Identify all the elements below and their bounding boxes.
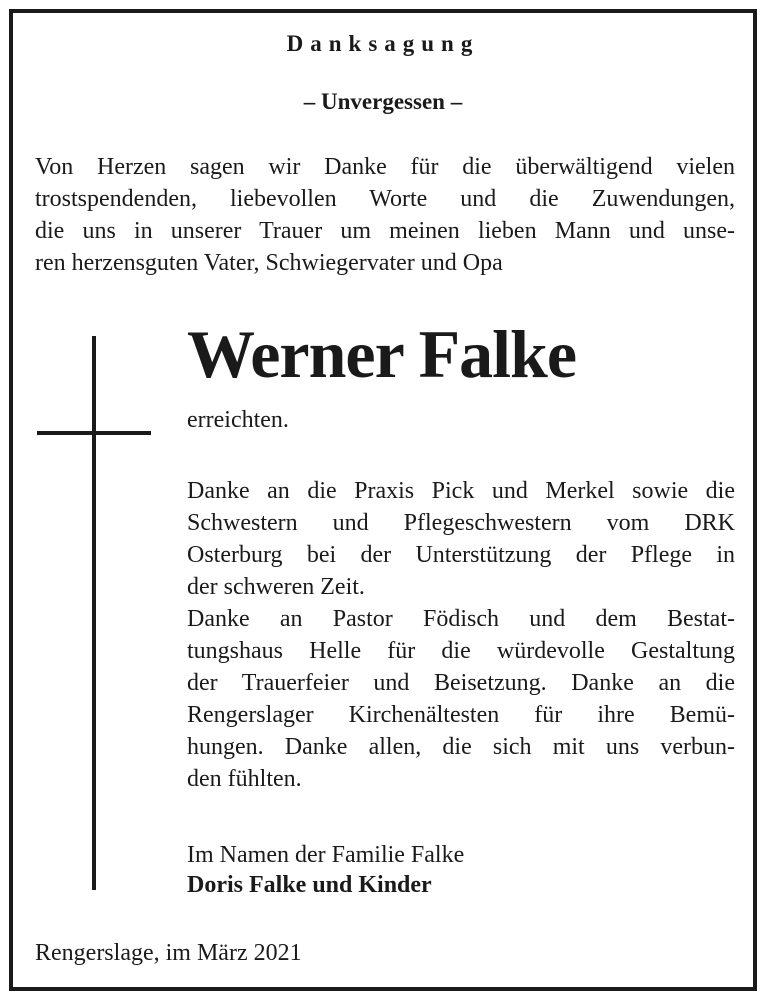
after-name-text: erreichten. bbox=[187, 407, 289, 433]
thanks-line: tungshaus Helle für die würdevolle Gestaltung bbox=[187, 638, 735, 664]
notice-heading: Danksagung bbox=[286, 31, 480, 56]
thanks-line: Osterburg bei der Unterstützung der Pflege in bbox=[187, 542, 735, 568]
signature: Doris Falke und Kinder bbox=[187, 872, 432, 898]
notice-subheading: – Unvergessen – bbox=[303, 89, 463, 114]
thanks-line: der Trauerfeier und Beisetzung. Danke an die bbox=[187, 670, 735, 696]
thanks-paragraph bbox=[187, 475, 735, 795]
intro-line: trostspendenden, liebevollen Worte und die Zuwendungen, bbox=[35, 186, 735, 212]
thanks-line: Schwestern und Pflegeschwestern vom DRK bbox=[187, 510, 735, 536]
thanks-line: den fühlten. bbox=[187, 766, 302, 792]
closing-line: Im Namen der Familie Falke bbox=[187, 842, 465, 868]
thanks-line: der schweren Zeit. bbox=[187, 574, 365, 600]
obituary-notice-frame bbox=[9, 9, 757, 991]
thanks-line: Danke an die Praxis Pick und Merkel sowie die bbox=[187, 478, 735, 504]
thanks-line: hungen. Danke allen, die sich mit uns verbun- bbox=[187, 734, 735, 760]
cross-icon bbox=[92, 336, 96, 890]
thanks-line: Danke an Pastor Födisch und dem Bestat- bbox=[187, 606, 735, 632]
place-date: Rengerslage, im März 2021 bbox=[35, 940, 302, 966]
cross-icon-bar bbox=[37, 431, 151, 435]
intro-line: ren herzensguten Vater, Schwiegervater und Opa bbox=[35, 250, 503, 276]
deceased-name: Werner Falke bbox=[187, 316, 576, 392]
intro-paragraph bbox=[35, 151, 735, 279]
intro-line: die uns in unserer Trauer um meinen lieben Mann und unse- bbox=[35, 218, 735, 244]
thanks-line: Rengerslager Kirchenältesten für ihre Bemü- bbox=[187, 702, 735, 728]
intro-line: Von Herzen sagen wir Danke für die überwältigend vielen bbox=[35, 154, 735, 180]
